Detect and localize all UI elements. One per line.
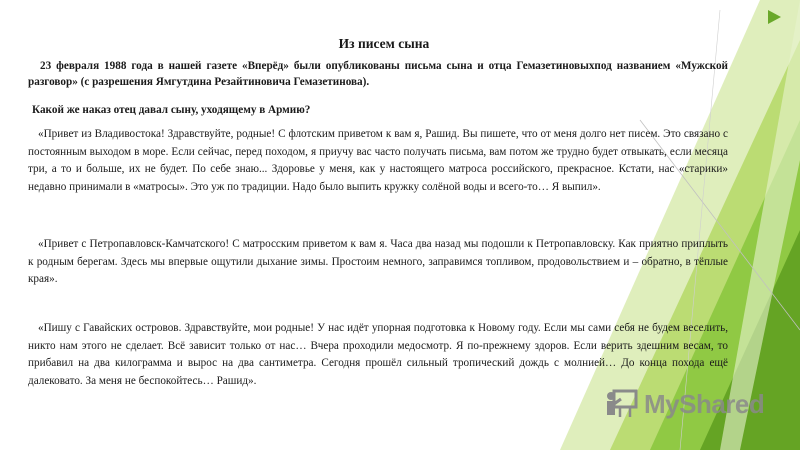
teacher-board-icon [604,387,638,421]
intro-paragraph: 23 февраля 1988 года в нашей газете «Вперёд» были опубликованы письма сына и отца Гемазетиновыхпод названием «Мужской разговор» (с разрешения Ямгутдина Резайтиновича Гемазетинова). [28,60,728,88]
watermark [604,384,764,424]
question-heading: Какой же наказ отец давал сыну, уходящему в Армию? [32,104,311,116]
letter-petropavlovsk: «Привет с Петропавловск-Камчатского! С матросским приветом к вам я. Часа два назад мы подошли к Петропавловску. Как приятно приплыть к родным берегам. Здесь мы впервые ощутили дыхание зимы. Простоим немного, заправимся топливом, продовольствием и – обратно, в тёплые края». [28,238,728,285]
page-title: Из писем сына [338,36,430,51]
letter-vladivostok: «Привет из Владивостока! Здравствуйте, родные! С флотским приветом к вам я, Рашид. Вы пишете, что от меня долго нет писем. Это связано с постоянным выходом в море. Если сейчас, перед походом, я приучу вас часто получать письма, вам потом же трудно будет отвыкать, если месяца три, а то и больше, их не будет. По себе знаю... Здоровье у меня, как у настоящего матроса российского, прекрасное. Кстати, нас «старики» недавно принимали в «матросы». Это уж по традиции. Надо было выпить кружку солёной воды и всего-то… Я выпил». [28,128,728,193]
letter-hawaii: «Пишу с Гавайских островов. Здравствуйте, мои родные! У нас идёт упорная подготовка к Новому году. Если мы сами себя не будем веселить, никто нам этого не сделает. Всё зависит только от нас… Вчера проходили медосмотр. Я по-прежнему здоров. Если верить здешним весам, то прибавил на два килограмма и вырос на два сантиметра. Сегодня прошёл сильный тропический дождь с молнией… До конца похода ещё далековато. За меня не беспокойтесь… Рашид». [28,322,728,387]
watermark-text: MyShared [644,388,765,419]
